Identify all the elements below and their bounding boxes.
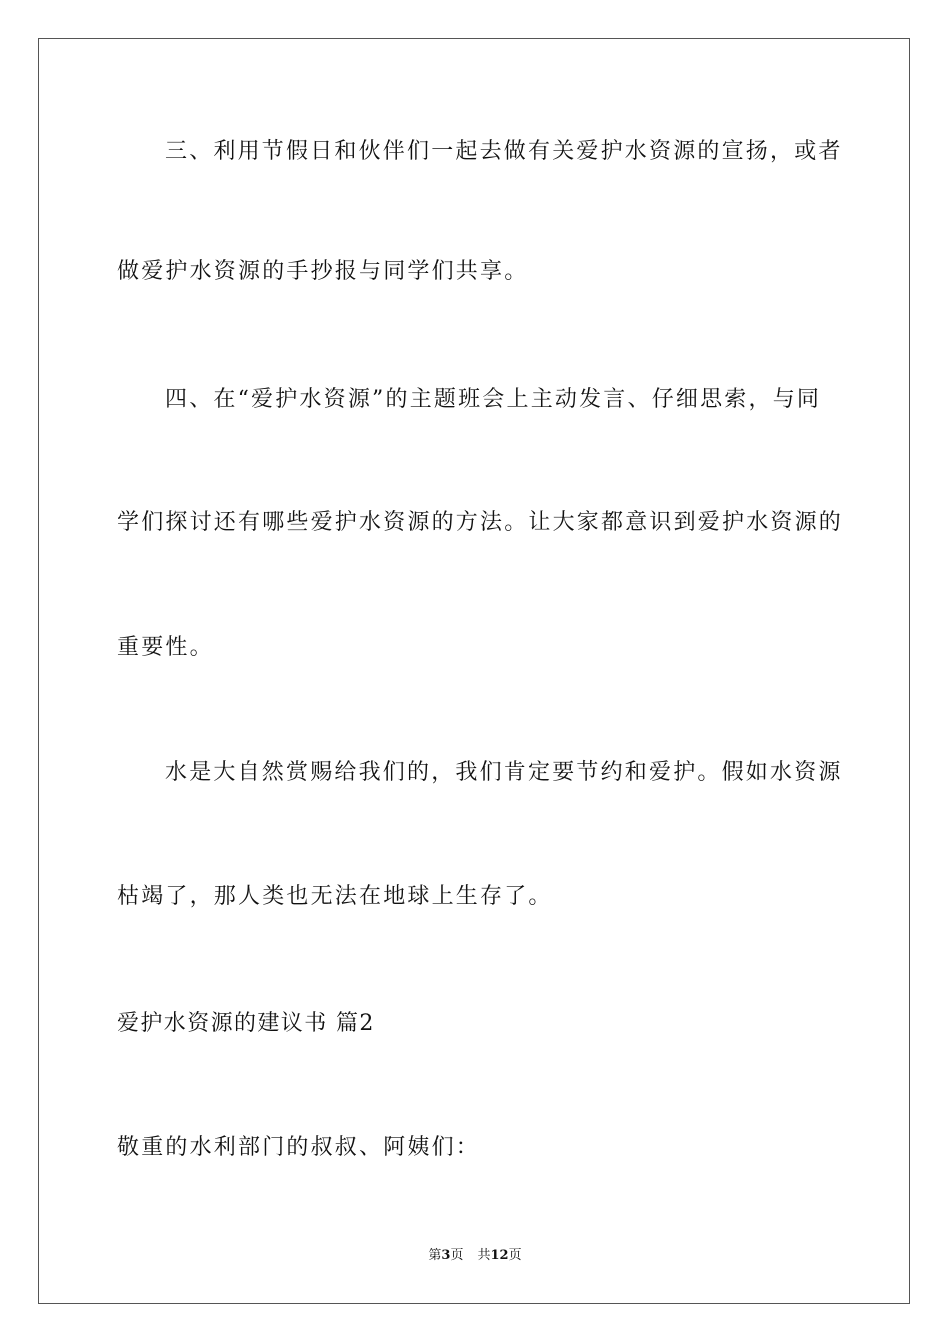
footer-total-prefix: 共 — [477, 1248, 491, 1263]
footer-page-current: 3 — [441, 1248, 451, 1263]
page-border — [38, 38, 910, 1304]
paragraph-5-line-2: 枯竭了，那人类也无法在地球上生存了。 — [117, 884, 553, 909]
footer-page-total: 12 — [490, 1248, 509, 1263]
paragraph-5-line-1: 水是大自然赏赐给我们的，我们肯定要节约和爱护。假如水资源 — [165, 760, 843, 785]
paragraph-4-line-1: 四、在“爱护水资源”的主题班会上主动发言、仔细思索，与同 — [165, 387, 822, 412]
footer-page-prefix: 第 — [428, 1248, 442, 1263]
page-footer — [0, 1247, 950, 1265]
paragraph-4-line-2: 学们探讨还有哪些爱护水资源的方法。让大家都意识到爱护水资源的 — [117, 510, 844, 535]
section-heading: 爱护水资源的建议书 篇2 — [117, 1011, 375, 1036]
footer-total-suffix: 页 — [508, 1248, 522, 1263]
salutation: 敬重的水利部门的叔叔、阿姨们： — [117, 1135, 481, 1160]
paragraph-3-line-2: 做爱护水资源的手抄报与同学们共享。 — [117, 259, 529, 284]
footer-page-suffix: 页 — [450, 1248, 464, 1263]
paragraph-4-line-3: 重要性。 — [117, 635, 214, 660]
paragraph-3-line-1: 三、利用节假日和伙伴们一起去做有关爱护水资源的宣扬，或者 — [165, 139, 843, 164]
